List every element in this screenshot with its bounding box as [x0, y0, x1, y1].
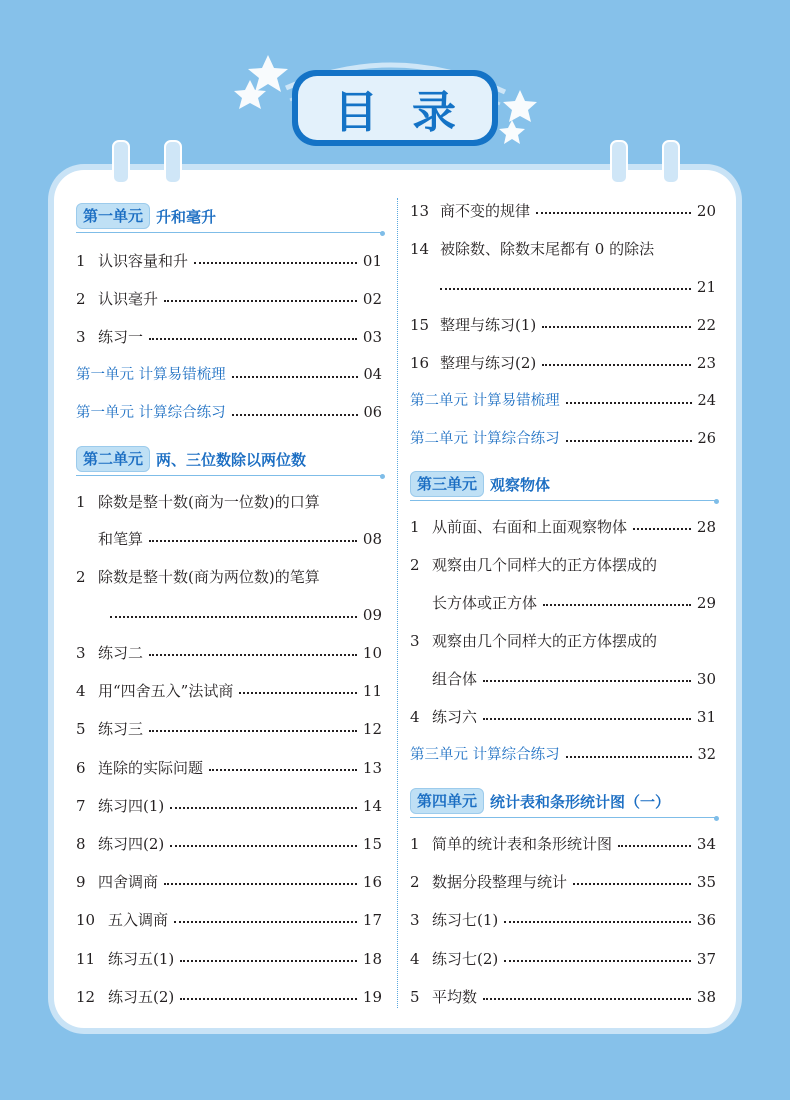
entry-number: 1: [76, 493, 86, 511]
unit-title: 观察物体: [490, 475, 551, 494]
entry-label: 平均数: [432, 987, 478, 1006]
toc-entry-special[interactable]: [410, 390, 716, 412]
unit-header-2: [76, 444, 386, 474]
toc-entry-special[interactable]: [410, 744, 716, 766]
leader-dots: [110, 616, 357, 618]
entry-label: 第二单元 计算易错梳理: [410, 393, 560, 409]
leader-dots: [566, 756, 692, 758]
toc-entry[interactable]: [410, 986, 716, 1008]
entry-number: 1: [76, 252, 86, 270]
entry-number: 14: [410, 240, 430, 258]
entry-page: 19: [362, 987, 382, 1006]
leader-dots: [174, 921, 357, 923]
toc-entry-continued[interactable]: [98, 528, 382, 550]
entry-number: 1: [410, 835, 420, 853]
entry-number: 6: [76, 758, 86, 777]
leader-dots: [483, 718, 691, 720]
entry-page: 31: [696, 708, 716, 726]
entry-page: 22: [696, 316, 716, 334]
toc-entry[interactable]: [410, 200, 716, 222]
leader-dots: [536, 212, 691, 214]
entry-label: 练习七(2): [432, 949, 499, 968]
entry-number: 13: [410, 202, 430, 220]
leader-dots: [170, 807, 357, 809]
entry-number: 3: [76, 644, 86, 662]
toc-entry[interactable]: [410, 871, 716, 893]
unit-tag: 第四单元: [410, 788, 484, 814]
leader-dots: [170, 845, 357, 847]
entry-label: 练习二: [98, 644, 144, 662]
leader-dots: [232, 376, 358, 378]
leader-dots: [542, 326, 691, 328]
toc-entry[interactable]: [76, 986, 382, 1008]
toc-entry-continued[interactable]: [432, 592, 716, 614]
toc-entry[interactable]: [76, 642, 382, 664]
unit-tag: 第三单元: [410, 471, 484, 497]
entry-page: 17: [362, 911, 382, 930]
entry-label-continued: 长方体或正方体: [432, 594, 538, 612]
entry-label: 第一单元 计算易错梳理: [76, 367, 226, 383]
toc-entry[interactable]: [76, 718, 382, 740]
star-icon: [503, 90, 537, 122]
leader-dots: [149, 540, 357, 542]
toc-entry[interactable]: [76, 566, 382, 588]
entry-number: 2: [410, 556, 420, 574]
toc-entry-special[interactable]: [76, 364, 382, 386]
star-icon: [248, 55, 288, 92]
entry-label: 练习四(1): [98, 796, 165, 815]
toc-entry-continued[interactable]: [440, 276, 716, 298]
entry-label: 练习一: [98, 328, 144, 346]
entry-page: 30: [696, 670, 716, 688]
leader-dots: [618, 845, 691, 847]
entry-page: 36: [696, 911, 716, 930]
toc-entry[interactable]: [76, 795, 382, 817]
toc-entry[interactable]: [410, 833, 716, 855]
unit-underline: [76, 232, 382, 233]
toc-entry[interactable]: [410, 516, 716, 538]
leader-dots: [149, 730, 357, 732]
toc-entry-continued[interactable]: [110, 604, 382, 626]
entry-number: 2: [76, 568, 86, 586]
entry-label: 数据分段整理与统计: [432, 873, 568, 892]
toc-entry[interactable]: [410, 909, 716, 931]
unit-tag: 第二单元: [76, 446, 150, 472]
unit-underline: [410, 817, 716, 818]
entry-page: 02: [362, 290, 382, 308]
entry-number: 1: [410, 518, 420, 536]
toc-entry[interactable]: [76, 326, 382, 348]
entry-number: 12: [76, 987, 96, 1006]
toc-entry[interactable]: [76, 948, 382, 970]
entry-page: 28: [696, 518, 716, 536]
entry-label: 第一单元 计算综合练习: [76, 405, 226, 421]
leader-dots: [566, 402, 692, 404]
leader-dots: [573, 883, 691, 885]
entry-page: 15: [362, 835, 382, 853]
entry-page: 23: [696, 354, 716, 372]
leader-dots: [504, 960, 691, 962]
toc-entry-continued[interactable]: [432, 668, 716, 690]
leader-dots: [633, 528, 691, 530]
entry-page: 12: [362, 720, 382, 739]
unit-title: 升和毫升: [156, 207, 217, 226]
entry-label: 练习六: [432, 708, 478, 726]
entry-number: 15: [410, 316, 430, 334]
toc-entry[interactable]: [76, 250, 382, 272]
entry-number: 8: [76, 835, 86, 853]
entry-page: 35: [696, 873, 716, 892]
entry-label: 整理与练习(2): [440, 354, 537, 372]
entry-number: 7: [76, 796, 86, 815]
entry-label: 观察由几个同样大的正方体摆成的: [432, 556, 658, 574]
unit-header-1: [76, 201, 386, 231]
entry-number: 5: [76, 720, 86, 739]
entry-page: 13: [362, 758, 382, 777]
entry-page: 01: [362, 252, 382, 270]
binder-ring: [610, 140, 628, 184]
entry-label: 整理与练习(1): [440, 316, 537, 334]
entry-page: 34: [696, 835, 716, 853]
entry-label: 练习四(2): [98, 835, 165, 853]
unit-header-4: [410, 786, 720, 816]
entry-number: 11: [76, 949, 96, 968]
unit-header-3: [410, 469, 720, 499]
leader-dots: [180, 960, 357, 962]
unit-title: 两、三位数除以两位数: [156, 450, 307, 469]
entry-page: 09: [362, 606, 382, 624]
leader-dots: [239, 692, 357, 694]
toc-entry[interactable]: [410, 554, 716, 576]
entry-label: 练习三: [98, 720, 144, 739]
entry-number: 16: [410, 354, 430, 372]
toc-entry[interactable]: [410, 238, 716, 260]
title-banner: [292, 70, 498, 146]
leader-dots: [543, 604, 691, 606]
entry-label: 除数是整十数(商为一位数)的口算: [98, 493, 320, 511]
leader-dots: [149, 338, 357, 340]
toc-entry[interactable]: [410, 630, 716, 652]
entry-number: 3: [410, 911, 420, 930]
column-divider: [397, 198, 398, 1008]
leader-dots: [483, 680, 691, 682]
title-inner: [298, 76, 492, 140]
leader-dots: [164, 300, 357, 302]
entry-label: 除数是整十数(商为两位数)的笔算: [98, 568, 320, 586]
star-icon: [499, 120, 525, 144]
entry-number: 4: [410, 949, 420, 968]
toc-entry[interactable]: [76, 288, 382, 310]
leader-dots: [542, 364, 691, 366]
entry-number: 9: [76, 873, 86, 892]
page-title: 目录: [334, 87, 490, 138]
entry-page: 16: [362, 873, 382, 892]
unit-underline-dot: [380, 231, 385, 236]
entry-number: 4: [76, 682, 86, 701]
leader-dots: [180, 998, 357, 1000]
entry-number: 2: [76, 290, 86, 308]
leader-dots: [483, 998, 691, 1000]
toc-entry[interactable]: [76, 680, 382, 702]
entry-label: 认识容量和升: [98, 252, 189, 270]
entry-number: 2: [410, 873, 420, 892]
entry-number: 3: [76, 328, 86, 346]
entry-number: 4: [410, 708, 420, 726]
entry-label: 练习五(1): [108, 949, 175, 968]
entry-label: 连除的实际问题: [98, 758, 204, 777]
entry-label: 练习五(2): [108, 987, 175, 1006]
entry-label: 从前面、右面和上面观察物体: [432, 518, 628, 536]
entry-page: 24: [697, 393, 716, 409]
entry-label: 第二单元 计算综合练习: [410, 431, 560, 447]
entry-label: 观察由几个同样大的正方体摆成的: [432, 632, 658, 650]
toc-entry[interactable]: [410, 352, 716, 374]
entry-number: 5: [410, 987, 420, 1006]
entry-page: 06: [363, 405, 382, 421]
entry-label: 认识毫升: [98, 290, 159, 308]
binder-ring: [662, 140, 680, 184]
binder-ring: [164, 140, 182, 184]
entry-label-continued: 和笔算: [98, 530, 144, 548]
toc-entry-special[interactable]: [410, 428, 716, 450]
binder-ring: [112, 140, 130, 184]
toc-entry[interactable]: [410, 948, 716, 970]
entry-label: 练习七(1): [432, 911, 499, 930]
leader-dots: [440, 288, 691, 290]
leader-dots: [164, 883, 357, 885]
unit-underline-dot: [714, 499, 719, 504]
unit-underline: [410, 500, 716, 501]
entry-page: 32: [697, 747, 716, 763]
entry-page: 18: [362, 949, 382, 968]
toc-entry[interactable]: [410, 314, 716, 336]
entry-page: 38: [696, 987, 716, 1006]
leader-dots: [149, 654, 357, 656]
entry-page: 26: [697, 431, 716, 447]
entry-page: 08: [362, 530, 382, 548]
entry-label-continued: 组合体: [432, 670, 478, 688]
entry-label: 第三单元 计算综合练习: [410, 747, 560, 763]
leader-dots: [232, 414, 358, 416]
toc-entry[interactable]: [76, 909, 382, 931]
entry-page: 20: [696, 202, 716, 220]
entry-label: 简单的统计表和条形统计图: [432, 835, 613, 853]
unit-underline: [76, 475, 382, 476]
unit-underline-dot: [380, 474, 385, 479]
entry-number: 3: [410, 632, 420, 650]
unit-underline-dot: [714, 816, 719, 821]
entry-page: 14: [362, 796, 382, 815]
leader-dots: [566, 440, 692, 442]
leader-dots: [209, 769, 357, 771]
unit-tag: 第一单元: [76, 203, 150, 229]
leader-dots: [194, 262, 357, 264]
unit-title: 统计表和条形统计图（一）: [490, 792, 671, 811]
toc-entry[interactable]: [410, 706, 716, 728]
entry-label: 商不变的规律: [440, 202, 531, 220]
entry-label: 被除数、除数末尾都有 0 的除法: [440, 240, 655, 258]
entry-page: 04: [363, 367, 382, 383]
toc-entry[interactable]: [76, 871, 382, 893]
entry-label: 用“四舍五入”法试商: [98, 682, 234, 701]
entry-page: 29: [696, 594, 716, 612]
entry-label: 五入调商: [108, 911, 169, 930]
entry-label: 四舍调商: [98, 873, 159, 892]
entry-page: 11: [362, 682, 382, 701]
entry-number: 10: [76, 911, 96, 930]
entry-page: 21: [696, 278, 716, 296]
toc-entry[interactable]: [76, 491, 382, 513]
toc-entry[interactable]: [76, 833, 382, 855]
entry-page: 10: [362, 644, 382, 662]
toc-entry[interactable]: [76, 757, 382, 779]
toc-entry-special[interactable]: [76, 402, 382, 424]
leader-dots: [504, 921, 691, 923]
entry-page: 03: [362, 328, 382, 346]
entry-page: 37: [696, 949, 716, 968]
